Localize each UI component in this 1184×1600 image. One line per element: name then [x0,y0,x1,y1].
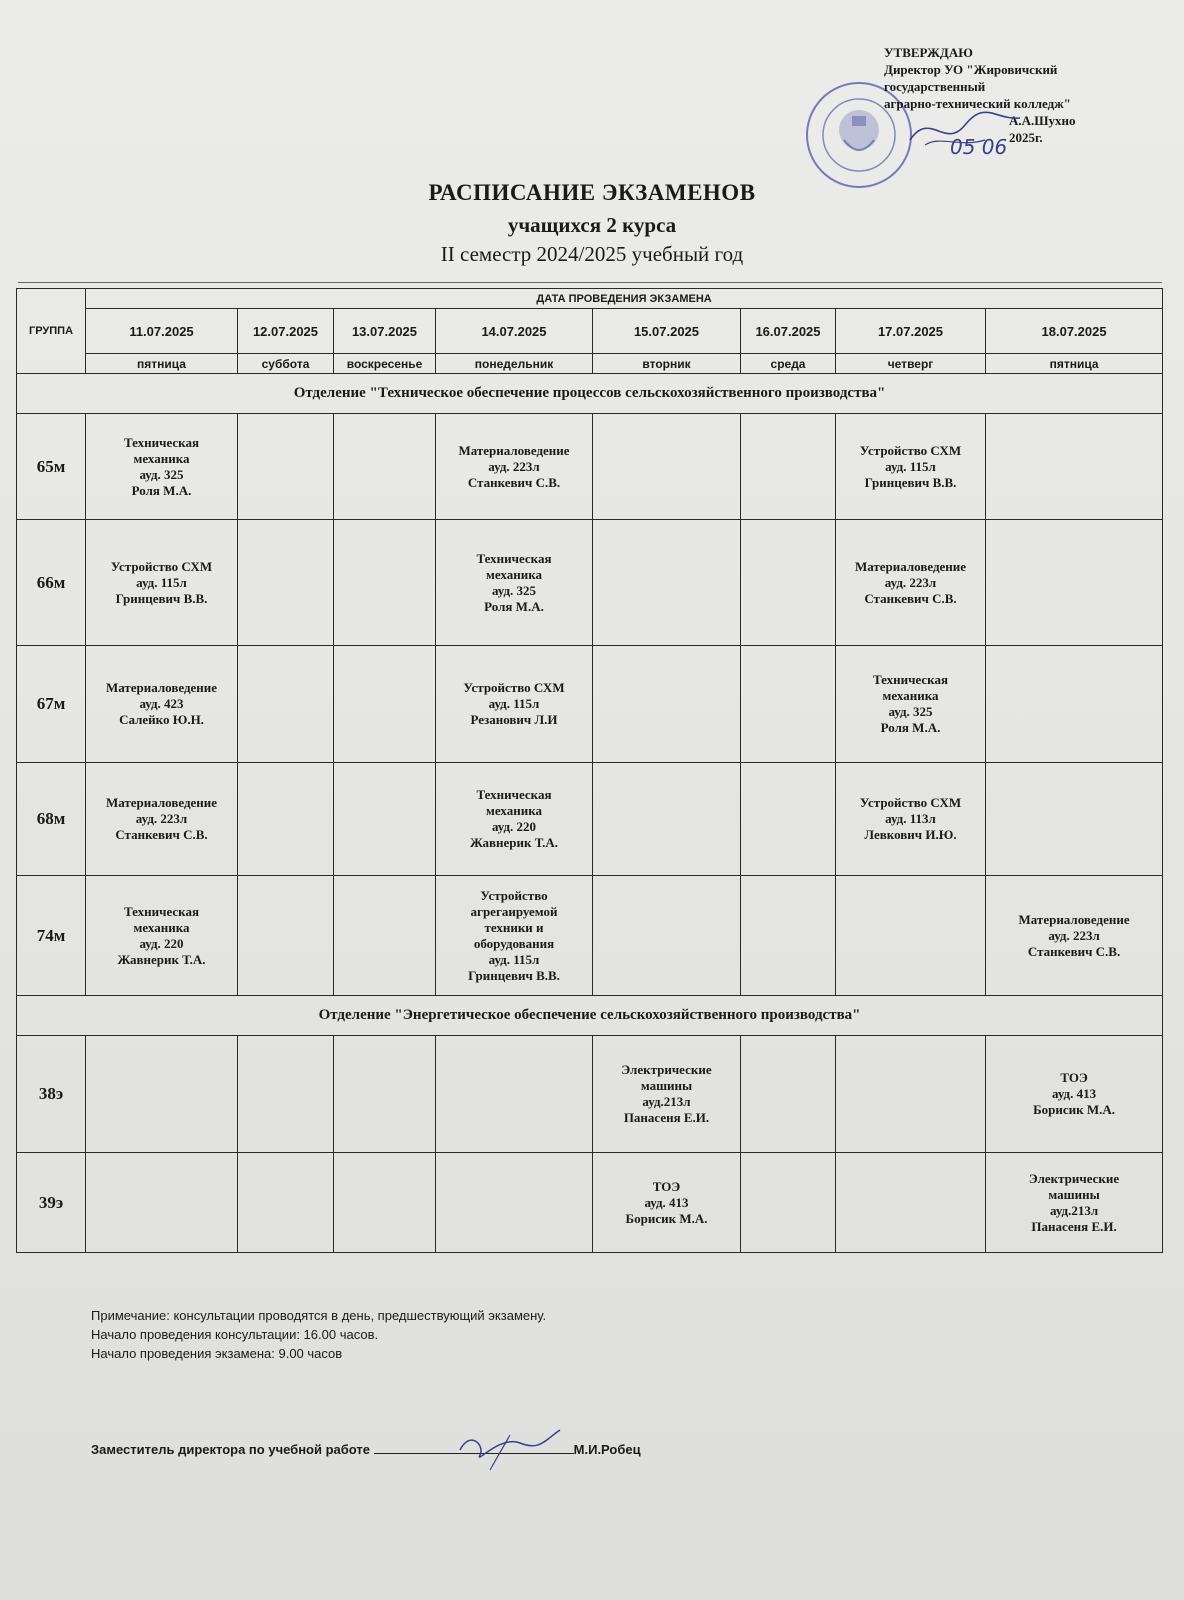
empty-cell [986,763,1163,876]
exam-cell [436,876,593,996]
empty-cell [334,1153,436,1253]
dates-row [17,309,1163,354]
exam-cell-line: Резанович Л.И [470,712,558,727]
empty-cell [593,646,741,763]
exam-cell-line: Материаловедение [105,795,218,810]
empty-cell [238,414,334,520]
empty-cell [836,876,986,996]
exam-cell-line: ауд. 223л [1048,927,1100,943]
date-header-cell: 17.07.2025 [836,309,986,354]
weekday-cell: пятница [86,354,238,374]
table-row [17,646,1163,763]
empty-cell [741,646,836,763]
exam-cell-line: Борисик М.А. [1033,1102,1116,1117]
department-name: Отделение "Техническое обеспечение процессов сельскохозяйственного производства" [17,374,1163,414]
table-row [17,520,1163,646]
group-code: 74м [17,876,86,996]
department-row [17,374,1163,414]
exam-cell [986,1036,1163,1153]
approval-heading: УТВЕРЖДАЮ [884,45,973,60]
date-header-cell: 18.07.2025 [986,309,1163,354]
exam-cell [986,876,1163,996]
deputy-signature-icon [450,1415,570,1475]
exam-schedule-table [16,288,1163,1253]
exam-cell-line: ауд. 325 [139,466,184,482]
exam-cell-line: Гринцевич В.В. [864,474,957,490]
exam-cell-line: Устройство СХМ [110,558,213,574]
empty-cell [986,646,1163,763]
group-code: 66м [17,520,86,646]
exam-cell-line: ауд. 115л [136,574,187,590]
exam-cell [86,763,238,876]
page-subtitle: учащихся 2 курса [507,213,677,237]
empty-cell [334,876,436,996]
exam-cell-line: техники и [484,919,544,935]
exam-cell [86,414,238,520]
exam-cell-line: Техническая [476,787,552,802]
group-code: 65м [17,414,86,520]
empty-cell [741,1153,836,1253]
exam-cell-line: Панасеня Е.И. [623,1110,710,1125]
empty-cell [238,1036,334,1153]
exam-cell-line: Устройство [480,887,548,903]
note-exam-time: Начало проведения экзамена: 9.00 часов [91,1346,343,1361]
exam-cell [86,646,238,763]
empty-cell [593,520,741,646]
empty-cell [436,1153,593,1253]
weekdays-row [17,354,1163,374]
empty-cell [593,763,741,876]
exam-cell-line: механика [486,803,542,818]
date-header-cell: 13.07.2025 [334,309,436,354]
empty-cell [238,876,334,996]
group-column-header: ГРУППА [17,289,86,374]
exam-cell-line: Роля М.А. [131,482,192,498]
table-row [17,763,1163,876]
divider [18,282,1162,283]
empty-cell [238,646,334,763]
empty-cell [436,1036,593,1153]
exam-cell-line: ТОЭ [1060,1070,1088,1085]
approval-position: Директор УО "Жировичский [884,62,1058,77]
exam-cell-line: ауд. 220 [139,935,184,951]
exam-cell-line: механика [882,688,939,703]
exam-cell-line: оборудования [473,935,555,951]
empty-cell [741,1036,836,1153]
exam-cell [593,1153,741,1253]
empty-cell [741,520,836,646]
table-row [17,1036,1163,1153]
exam-cell [836,763,986,876]
exam-cell [836,414,986,520]
exam-cell-line: Роля М.А. [880,720,941,735]
exam-cell-line: ауд. 113л [885,811,936,826]
exam-cell [836,646,986,763]
semester-line: II семестр 2024/2025 учебный год [440,242,744,266]
exam-cell-line: механика [133,919,190,935]
exam-cell-line: ауд.213л [642,1094,691,1109]
exam-cell-line: ауд. 423 [139,696,184,711]
empty-cell [238,520,334,646]
exam-cell-line: механика [133,450,190,466]
empty-cell [334,646,436,763]
empty-cell [741,763,836,876]
weekday-cell: суббота [238,354,334,374]
department-name: Отделение "Энергетическое обеспечение сельскохозяйственного производства" [17,996,1163,1036]
exam-cell-line: механика [486,566,542,582]
exam-cell-line: Техническая [476,550,552,566]
exam-cell [436,646,593,763]
weekday-cell: воскресенье [334,354,436,374]
exam-cell-line: Устройство СХМ [463,680,565,695]
group-code: 38э [17,1036,86,1153]
exam-cell-line: агрегаируемой [470,903,558,919]
empty-cell [986,520,1163,646]
schedule-body [17,374,1163,1253]
exam-cell [86,520,238,646]
table-row [17,1153,1163,1253]
exam-cell-line: ауд. 413 [644,1194,689,1210]
exam-cell-line: Устройство СХМ [859,795,962,810]
exam-cell-line: Станкевич С.В. [115,827,208,842]
deputy-label: Заместитель директора по учебной работе [91,1442,371,1457]
empty-cell [86,1036,238,1153]
exam-cell-line: Станкевич С.В. [1027,943,1121,959]
empty-cell [593,414,741,520]
table-row [17,876,1163,996]
exam-cell-line: Станкевич С.В. [864,590,957,606]
approval-director-name: А.А.Шухно [1009,113,1076,128]
exam-cell-line: Материаловедение [105,680,218,695]
note-consultations: Примечание: консультации проводятся в день, предшествующий экзамену. [91,1308,547,1323]
weekday-cell: понедельник [436,354,593,374]
empty-cell [238,763,334,876]
exam-cell-line: ауд. 325 [491,582,537,598]
exam-cell-line: машины [640,1078,693,1093]
weekday-cell: вторник [593,354,741,374]
exam-cell-line: ауд. 223л [488,458,540,474]
deputy-name: М.И.Робец [573,1442,641,1457]
exam-cell-line: ауд. 115л [488,696,540,711]
exam-cell-line: ауд. 223л [884,574,937,590]
exam-cell-line: Электрические [621,1062,712,1077]
exam-cell-line: ауд. 115л [488,951,540,967]
exam-cell-line: Борисик М.А. [625,1210,708,1226]
exam-cell-line: Техническая [123,434,200,450]
date-header-cell: 14.07.2025 [436,309,593,354]
empty-cell [741,414,836,520]
empty-cell [334,763,436,876]
date-header-cell: 11.07.2025 [86,309,238,354]
empty-cell [334,520,436,646]
exam-cell-line: Салейко Ю.Н. [119,712,204,727]
exam-cell-line: Техническая [872,672,949,687]
group-code: 67м [17,646,86,763]
group-code: 68м [17,763,86,876]
exam-cell-line: ауд. 220 [491,819,537,834]
exam-cell-line: Жавнерик Т.А. [469,835,559,850]
date-header-cell: 15.07.2025 [593,309,741,354]
approval-institution-2: аграрно-технический колледж" [884,96,1071,111]
exam-cell [436,520,593,646]
exam-cell-line: Гринцевич В.В. [115,590,208,606]
exam-cell-line: Левкович И.Ю. [864,827,957,842]
exam-cell-line: Электрические [1028,1170,1120,1186]
exam-cell-line: ТОЭ [652,1178,681,1194]
exam-cell [593,1036,741,1153]
exam-cell [86,876,238,996]
empty-cell [986,414,1163,520]
exam-cell-line: Станкевич С.В. [467,474,561,490]
empty-cell [836,1036,986,1153]
exam-cell-line: Роля М.А. [484,598,544,614]
empty-cell [238,1153,334,1253]
exam-cell [836,520,986,646]
exam-cell [986,1153,1163,1253]
exam-cell-line: Устройство СХМ [859,442,962,458]
exam-cell [436,763,593,876]
empty-cell [86,1153,238,1253]
approval-year: 2025г. [1009,130,1043,145]
exam-cell-line: Материаловедение [1018,911,1130,927]
date-header-cell: 12.07.2025 [238,309,334,354]
exam-cell [436,414,593,520]
date-header: ДАТА ПРОВЕДЕНИЯ ЭКЗАМЕНА [86,289,1163,309]
weekday-cell: среда [741,354,836,374]
page-title: РАСПИСАНИЕ ЭКЗАМЕНОВ [428,180,756,205]
date-header-cell: 16.07.2025 [741,309,836,354]
approval-institution-1: государственный [884,79,986,94]
empty-cell [334,1036,436,1153]
weekday-cell: пятница [986,354,1163,374]
note-consultation-time: Начало проведения консультации: 16.00 часов. [91,1327,379,1342]
exam-cell-line: Материаловедение [854,558,967,574]
group-code: 39э [17,1153,86,1253]
exam-cell-line: Гринцевич В.В. [468,967,560,983]
empty-cell [334,414,436,520]
department-row [17,996,1163,1036]
exam-cell-line: ауд. 223л [135,811,188,826]
exam-cell-line: Материаловедение [458,442,570,458]
exam-cell-line: ауд. 413 [1052,1086,1097,1101]
empty-cell [836,1153,986,1253]
table-row [17,414,1163,520]
approval-date-handwritten: 05 06 [950,135,1008,159]
weekday-cell: четверг [836,354,986,374]
exam-cell-line: Жавнерик Т.А. [117,951,206,967]
notes-block [91,1306,546,1363]
empty-cell [593,876,741,996]
exam-cell-line: Техническая [123,903,200,919]
exam-cell-line: ауд. 325 [888,704,933,719]
exam-cell-line: машины [1048,1186,1100,1202]
exam-cell-line: Панасеня Е.И. [1031,1218,1117,1234]
exam-cell-line: ауд. 115л [885,458,936,474]
exam-cell-line: ауд.213л [1049,1202,1099,1218]
empty-cell [741,876,836,996]
